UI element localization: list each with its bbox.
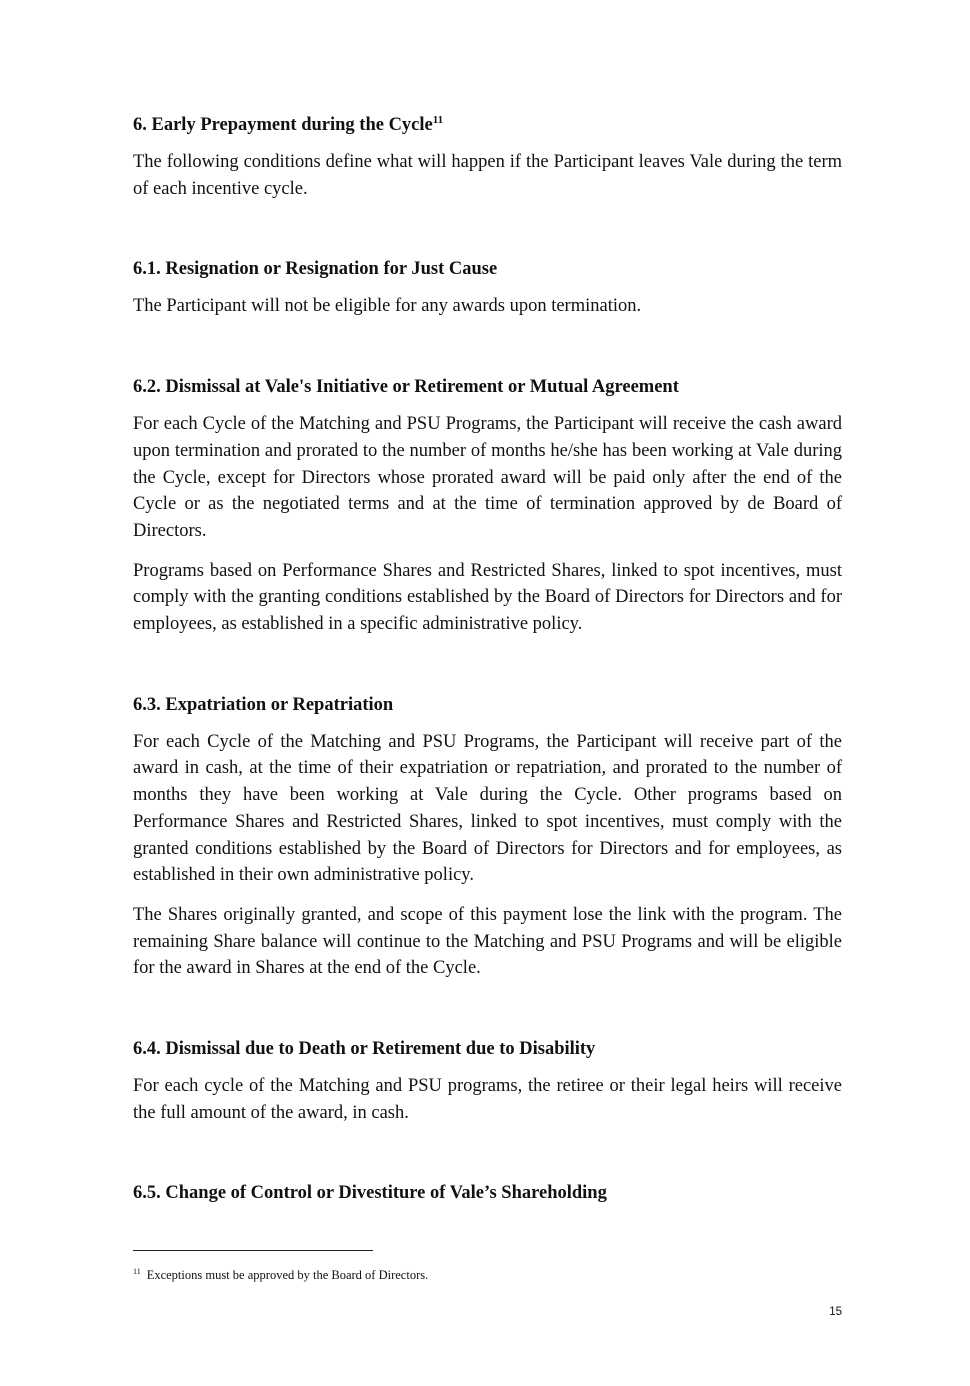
section-6-1-paragraph-1: The Participant will not be eligible for any awards upon termination.	[133, 296, 642, 317]
footnote-reference[interactable]: 11	[432, 113, 444, 126]
section-6-4	[133, 1036, 842, 1126]
section-6-heading	[133, 112, 842, 138]
section-6-3-heading: 6.3. Expatriation or Repatriation	[133, 694, 394, 715]
section-6-4-heading: 6.4. Dismissal due to Death or Retirement due to Disability	[133, 1039, 596, 1060]
footnote-number: 11	[133, 1267, 141, 1276]
section-6-5-heading: 6.5. Change of Control or Divestiture of Vale’s Shareholding	[133, 1183, 607, 1204]
page-number: 15	[829, 1306, 842, 1318]
section-6-3-paragraph-2: The Shares originally granted, and scope of this payment lose the link with the program. The remaining Share balance will continue to the Matching and PSU Programs and will be eligible for the award in Shares at the end of the Cycle.	[133, 904, 842, 979]
section-6-title: 6. Early Prepayment during the Cycle	[133, 115, 433, 135]
section-6-paragraph-1: The following conditions define what will happen if the Participant leaves Vale during the term of each incentive cycle.	[133, 152, 842, 199]
section-6-1-heading: 6.1. Resignation or Resignation for Just Cause	[133, 259, 498, 280]
footnote	[133, 1264, 842, 1283]
section-6-4-paragraph-1: For each cycle of the Matching and PSU programs, the retiree or their legal heirs will receive the full amount of the award, in cash.	[133, 1076, 842, 1123]
section-6-2-heading: 6.2. Dismissal at Vale's Initiative or Retirement or Mutual Agreement	[133, 377, 679, 398]
footnote-text: Exceptions must be approved by the Board of Directors.	[146, 1268, 429, 1283]
section-6-3-paragraph-1: For each Cycle of the Matching and PSU Programs, the Participant will receive part of the award in cash, at the time of their expatriation or repatriation, and prorated to the number of months they have been working at Vale during the Cycle. Other programs based on Performance Shares and Restricted Shares, linked to spot incentives, must comply with the granted conditions established by the Board of Directors for Directors and for employees, as established in their own administrative policy.	[133, 731, 842, 886]
section-6-3	[133, 692, 842, 982]
section-6-2	[133, 374, 842, 638]
section-6-2-paragraph-1: For each Cycle of the Matching and PSU Programs, the Participant will receive the cash award upon termination and prorated to the number of months he/she has been working at Vale during the Cycle, except for Directors whose prorated award will be paid only after the end of the Cycle or as the negotiated terms and at the time of termination approved by de Board of Directors.	[133, 414, 842, 541]
page-body	[133, 112, 842, 1217]
section-6-5	[133, 1180, 842, 1206]
section-6-2-paragraph-2: Programs based on Performance Shares and Restricted Shares, linked to spot incentives, must comply with the granting conditions established by the Board of Directors for Directors and for employees, as established in a specific administrative policy.	[133, 560, 842, 635]
footnote-divider	[133, 1250, 373, 1251]
section-6	[133, 112, 842, 202]
section-6-1	[133, 256, 842, 320]
